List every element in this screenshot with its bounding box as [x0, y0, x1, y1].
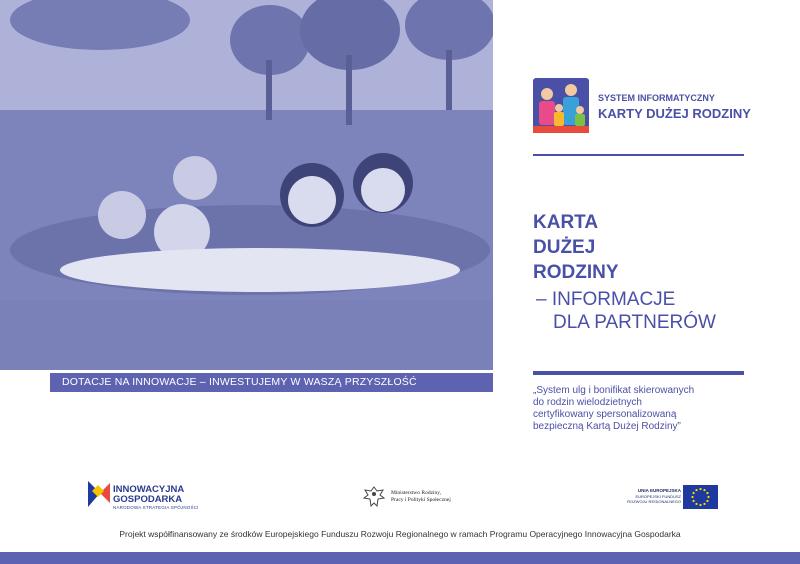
- quote-line3: certyfikowany spersonalizowaną: [533, 409, 677, 420]
- quote-line4: bezpieczną Kartą Dużej Rodziny”: [533, 421, 681, 432]
- eu-flag-icon: [683, 485, 718, 509]
- subtitle-line1: – INFORMACJE: [536, 289, 676, 310]
- ig-line3: NARODOWA STRATEGIA SPÓJNOŚCI: [113, 505, 199, 510]
- innowacyjna-gospodarka-logo: [86, 479, 112, 514]
- ministry-line2: Pracy i Polityki Społecznej: [391, 497, 451, 503]
- photo-caption-bar: DOTACJE NA INNOWACJE – INWESTUJEMY W WASZĄ PRZYSZŁOŚĆ: [50, 373, 493, 392]
- eu-star: [691, 496, 693, 498]
- ue-line1: UNIA EUROPEJSKA: [637, 488, 681, 493]
- document-subtitle: [536, 288, 716, 334]
- bottom-bar: [0, 552, 800, 564]
- eu-star: [692, 500, 694, 502]
- quote-line1: „System ulg i bonifikat skierowanych: [533, 385, 695, 396]
- title-line2: DUŻEJ: [533, 237, 596, 258]
- quote-line2: do rodzin wielodzietnych: [533, 397, 642, 408]
- eagle-emblem-icon: [363, 485, 385, 514]
- eu-star: [699, 504, 701, 506]
- eu-star: [703, 503, 705, 505]
- eu-star: [695, 503, 697, 505]
- ue-line3: ROZWOJU REGIONALNEGO: [627, 499, 681, 504]
- divider-top: [533, 154, 744, 156]
- eu-star: [706, 492, 708, 494]
- quote: [533, 385, 753, 433]
- eu-star: [706, 500, 708, 502]
- eu-star: [707, 496, 709, 498]
- divider-bottom: [533, 371, 744, 375]
- ig-line1: INNOWACYJNA: [113, 484, 185, 495]
- document-title: [533, 210, 619, 285]
- family-photo: [0, 0, 493, 370]
- ue-line2: EUROPEJSKI FUNDUSZ: [635, 494, 681, 499]
- family-photo-illustration: [0, 0, 493, 370]
- brand-line1: SYSTEM INFORMATYCZNY: [598, 93, 715, 103]
- eu-star: [703, 489, 705, 491]
- kdr-logo: [533, 78, 589, 133]
- ig-line2: GOSPODARKA: [113, 494, 183, 505]
- eu-star: [692, 492, 694, 494]
- brand-line2: KARTY DUŻEJ RODZINY: [598, 106, 751, 121]
- ministry-line1: Ministerstwo Rodziny,: [391, 490, 442, 496]
- subtitle-line2: DLA PARTNERÓW: [553, 312, 716, 333]
- project-funding-text: Projekt współfinansowany ze środków Europejskiego Funduszu Rozwoju Regionalnego w ramach Programu Operacyjnego Innowacyjna Gospodarka: [119, 529, 681, 539]
- title-line3: RODZINY: [533, 262, 619, 283]
- eu-star: [695, 489, 697, 491]
- eu-star: [699, 488, 701, 490]
- title-line1: KARTA: [533, 212, 599, 233]
